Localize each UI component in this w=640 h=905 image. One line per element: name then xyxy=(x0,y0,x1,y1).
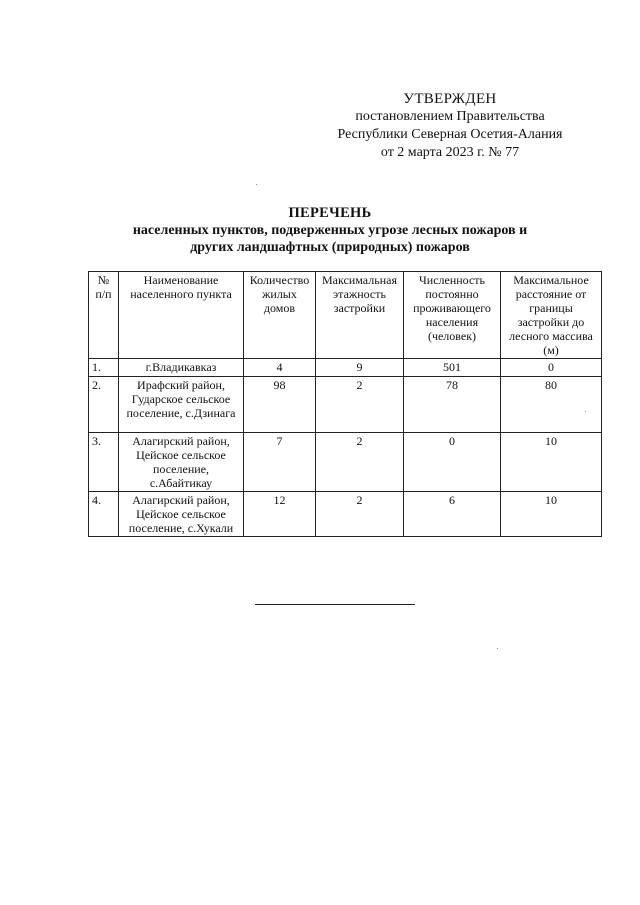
header-cell-houses: Количество жилых домов xyxy=(244,272,316,359)
approval-heading: УТВЕРЖДЕН xyxy=(403,91,497,107)
header-cell-number: № п/п xyxy=(89,272,119,359)
cell-population: 78 xyxy=(404,377,501,433)
cell-population: 6 xyxy=(404,492,501,537)
table-row xyxy=(89,377,602,433)
document-title xyxy=(100,205,560,256)
cell-population: 0 xyxy=(404,433,501,492)
header-cell-distance: Максимальное расстояние от границы застройки до лесного массива (м) xyxy=(501,272,602,359)
header-cell-floors: Максимальная этажность застройки xyxy=(316,272,404,359)
header-cell-population: Численность постоянно проживающего населения (человек) xyxy=(404,272,501,359)
table-row xyxy=(89,433,602,492)
scan-speck xyxy=(497,648,498,649)
cell-houses: 4 xyxy=(244,359,316,377)
title-line: других ландшафтных (природных) пожаров xyxy=(190,240,470,255)
cell-distance: 0 xyxy=(501,359,602,377)
header-cell-name: Наименование населенного пункта xyxy=(119,272,244,359)
cell-number: 3. xyxy=(89,433,119,492)
settlements-table xyxy=(88,271,602,537)
scan-speck xyxy=(585,411,586,412)
cell-distance: 10 xyxy=(501,433,602,492)
cell-floors: 2 xyxy=(316,433,404,492)
cell-name: Ирафский район, Гударское сельское поселение, с.Дзинага xyxy=(119,377,244,433)
approval-block xyxy=(300,90,600,162)
approval-line: Республики Северная Осетия-Алания xyxy=(337,127,563,142)
approval-date: от 2 марта 2023 г. № 77 xyxy=(380,145,520,160)
cell-name: Алагирский район, Цейское сельское поселение, с.Хукали xyxy=(119,492,244,537)
table-row xyxy=(89,359,602,377)
cell-floors: 9 xyxy=(316,359,404,377)
cell-houses: 7 xyxy=(244,433,316,492)
cell-houses: 98 xyxy=(244,377,316,433)
cell-name: г.Владикавказ xyxy=(119,359,244,377)
cell-number: 2. xyxy=(89,377,119,433)
cell-floors: 2 xyxy=(316,377,404,433)
cell-number: 1. xyxy=(89,359,119,377)
cell-floors: 2 xyxy=(316,492,404,537)
cell-distance: 10 xyxy=(501,492,602,537)
cell-number: 4. xyxy=(89,492,119,537)
cell-population: 501 xyxy=(404,359,501,377)
scan-speck xyxy=(256,184,257,185)
approval-line: постановлением Правительства xyxy=(355,109,545,124)
table-header-row xyxy=(89,272,602,359)
table-row xyxy=(89,492,602,537)
cell-distance: 80 xyxy=(501,377,602,433)
cell-name: Алагирский район, Цейское сельское поселение, с.Абайтикау xyxy=(119,433,244,492)
title-heading: ПЕРЕЧЕНЬ xyxy=(288,205,372,221)
title-line: населенных пунктов, подверженных угрозе лесных пожаров и xyxy=(132,223,528,238)
end-divider-line xyxy=(255,604,415,605)
cell-houses: 12 xyxy=(244,492,316,537)
